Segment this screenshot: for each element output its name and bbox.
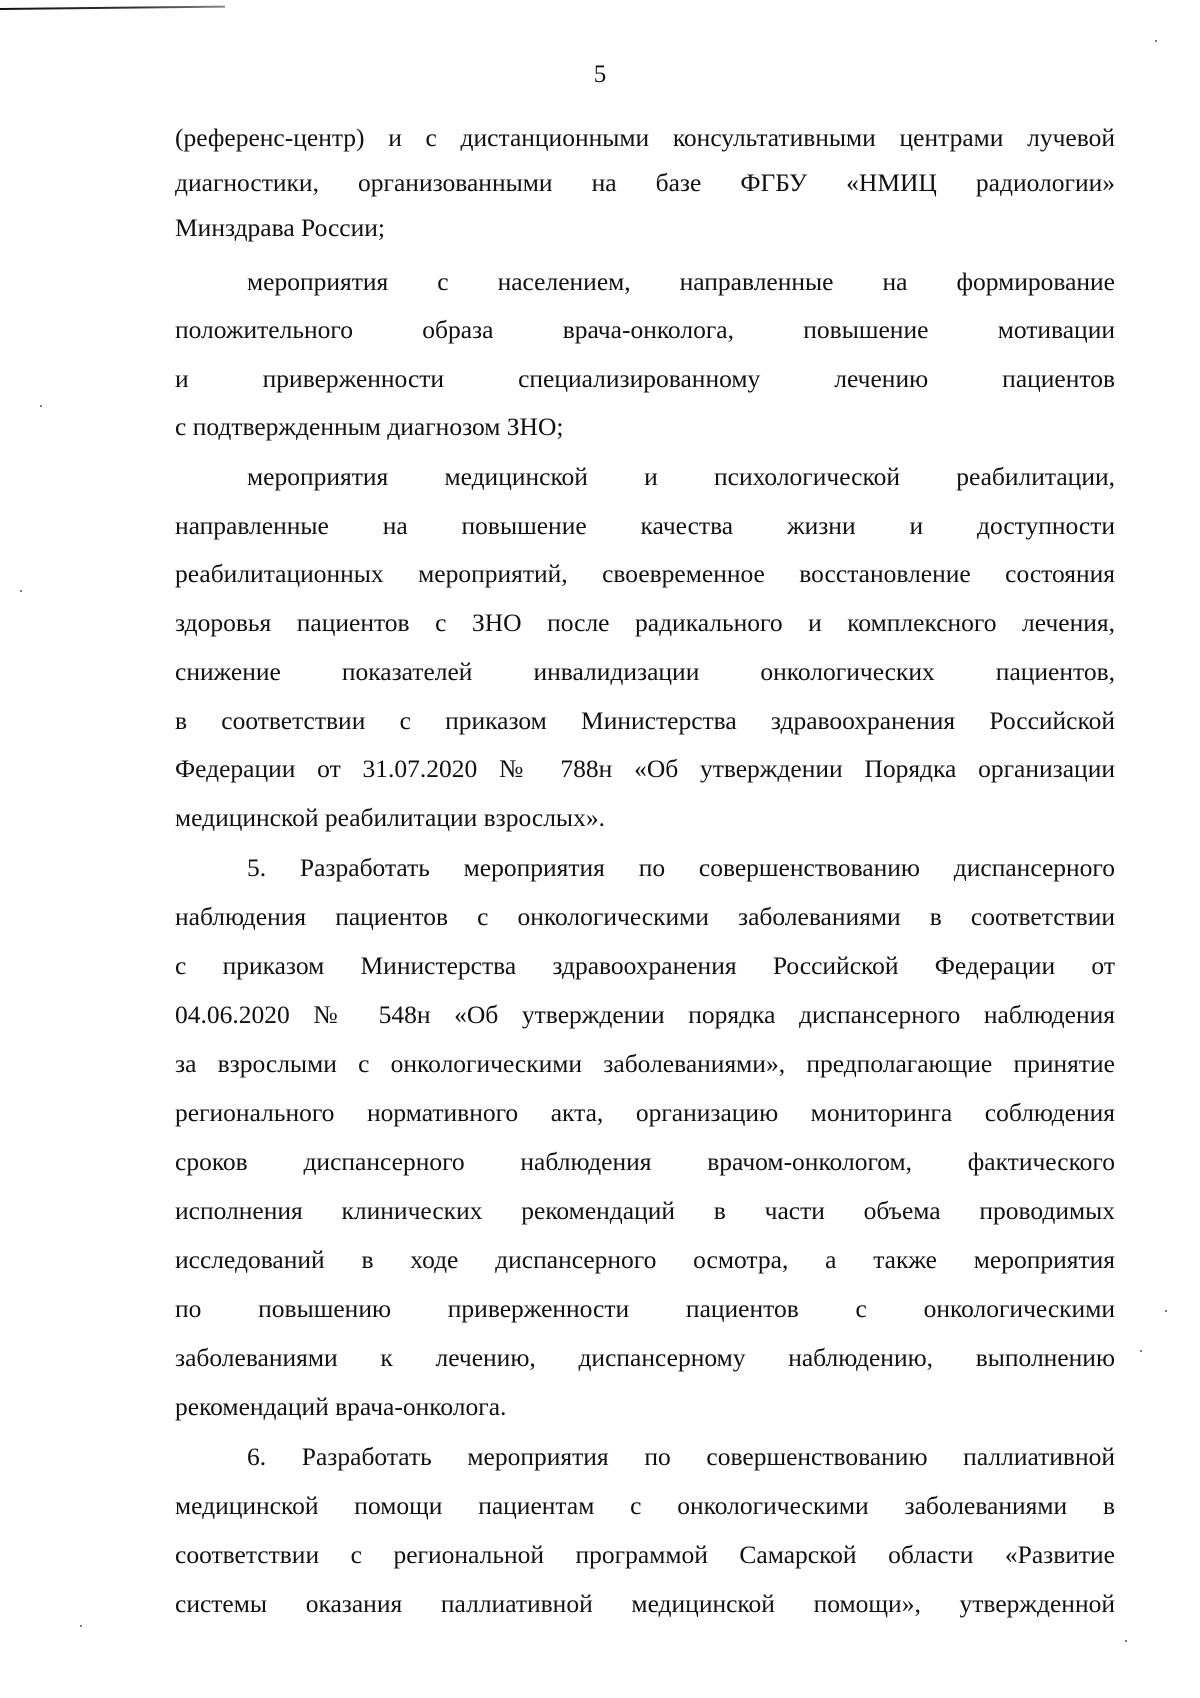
text-line: с подтвержденным диагнозом ЗНО; xyxy=(175,412,564,441)
text-line: (референс-центр) и с дистанционными консультативными центрами лучевой xyxy=(175,123,1115,152)
text-line: Минздрава России; xyxy=(175,213,385,242)
text-line: положительного образа врача-онколога, повышение мотивации xyxy=(175,315,1115,344)
text-line: с приказом Министерства здравоохранения Российской Федерации от xyxy=(175,951,1115,980)
scan-speck xyxy=(1125,1640,1127,1642)
text-line: и приверженности специализированному лечению пациентов xyxy=(175,364,1115,393)
text-line: медицинской реабилитации взрослых». xyxy=(175,803,605,832)
scan-speck xyxy=(1155,40,1157,42)
text-line: здоровья пациентов с ЗНО после радикального и комплексного лечения, xyxy=(175,608,1115,637)
text-line: 5. Разработать мероприятия по совершенствованию диспансерного xyxy=(247,853,1115,882)
text-line: снижение показателей инвалидизации онкологических пациентов, xyxy=(175,657,1115,686)
text-line: по повышению приверженности пациентов с онкологическими xyxy=(175,1294,1115,1323)
scan-speck xyxy=(20,590,22,592)
scan-speck xyxy=(1140,1350,1142,1352)
scan-speck xyxy=(80,1625,82,1627)
text-line: рекомендаций врача-онколога. xyxy=(175,1392,507,1421)
scan-speck xyxy=(1165,1310,1167,1312)
text-line: Федерации от 31.07.2020 № 788н «Об утверждении Порядка организации xyxy=(175,754,1115,783)
text-line: медицинской помощи пациентам с онкологическими заболеваниями в xyxy=(175,1491,1115,1520)
text-line: мероприятия с населением, направленные на формирование xyxy=(247,267,1115,296)
text-line: за взрослыми с онкологическими заболеваниями», предполагающие принятие xyxy=(175,1049,1115,1078)
text-line: 04.06.2020 № 548н «Об утверждении порядка диспансерного наблюдения xyxy=(175,1000,1115,1029)
text-line: системы оказания паллиативной медицинской помощи», утвержденной xyxy=(175,1589,1115,1618)
text-line: в соответствии с приказом Министерства здравоохранения Российской xyxy=(175,706,1115,735)
text-line: направленные на повышение качества жизни и доступности xyxy=(175,511,1115,540)
text-line: исследований в ходе диспансерного осмотра, а также мероприятия xyxy=(175,1245,1115,1274)
text-line: соответствии с региональной программой Самарской области «Развитие xyxy=(175,1540,1115,1569)
text-line: наблюдения пациентов с онкологическими заболеваниями в соответствии xyxy=(175,902,1115,931)
text-line: диагностики, организованными на базе ФГБУ «НМИЦ радиологии» xyxy=(175,168,1115,197)
scan-edge-line xyxy=(0,6,225,10)
text-line: регионального нормативного акта, организацию мониторинга соблюдения xyxy=(175,1098,1115,1127)
text-line: 6. Разработать мероприятия по совершенствованию паллиативной xyxy=(247,1442,1115,1471)
text-line: исполнения клинических рекомендаций в части объема проводимых xyxy=(175,1196,1115,1225)
text-line: сроков диспансерного наблюдения врачом-онкологом, фактического xyxy=(175,1147,1115,1176)
text-line: заболеваниями к лечению, диспансерному наблюдению, выполнению xyxy=(175,1343,1115,1372)
text-line: мероприятия медицинской и психологической реабилитации, xyxy=(247,462,1115,491)
scan-speck xyxy=(40,405,42,407)
page-number: 5 xyxy=(593,61,607,88)
text-line: реабилитационных мероприятий, своевременное восстановление состояния xyxy=(175,559,1115,588)
